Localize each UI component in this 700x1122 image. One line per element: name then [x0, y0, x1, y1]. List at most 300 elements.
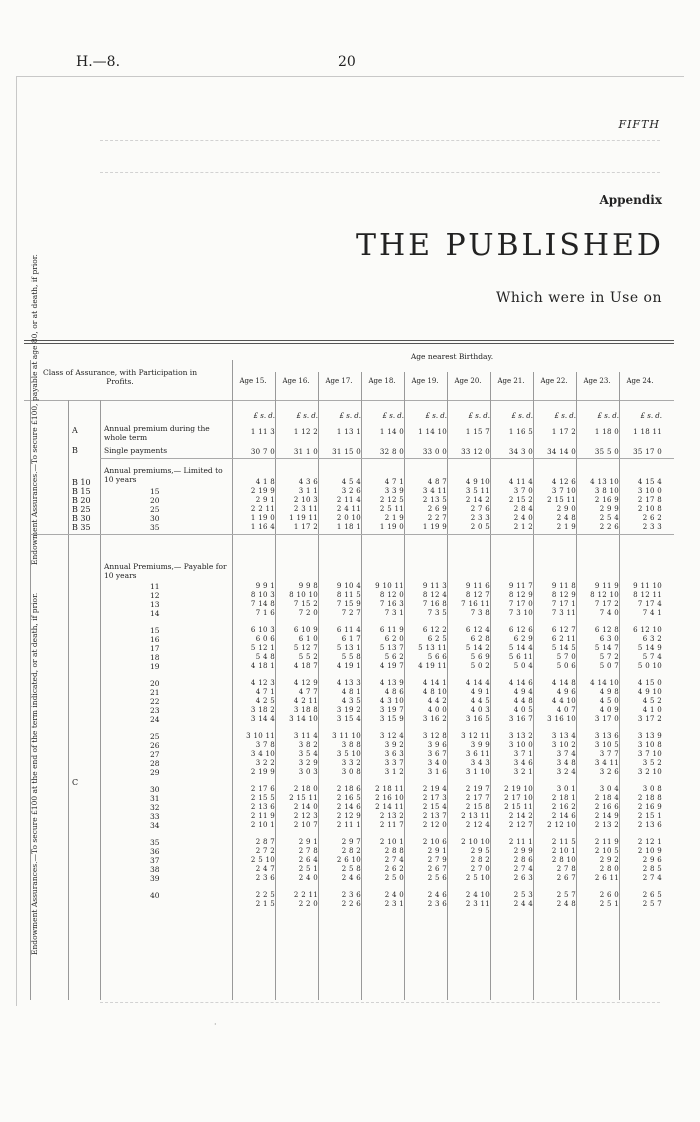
table-cell: 2 17 6 [250, 785, 275, 793]
table-cell: 3 7 4 [556, 750, 576, 758]
table-cell: 7 17 1 [551, 600, 576, 608]
age-column-header: Age 22. [540, 377, 568, 385]
table-cell: 2 4 8 [556, 514, 576, 522]
table-cell: 2 14 2 [465, 496, 490, 504]
row-term: 14 [150, 609, 160, 618]
table-cell: 2 18 8 [637, 794, 662, 802]
table-cell: 5 7 0 [556, 653, 576, 661]
table-cell: 2 4 7 [255, 865, 275, 873]
table-cell: 2 17 8 [637, 496, 662, 504]
table-cell: 3 17 0 [594, 715, 619, 723]
table-cell: 3 0 4 [599, 785, 619, 793]
table-cell: 2 18 4 [594, 794, 619, 802]
table-cell: 3 2 9 [298, 759, 318, 767]
table-cell: 5 0 4 [513, 662, 533, 670]
table-cell: 3 4 11 [422, 487, 447, 495]
table-cell: 2 4 4 [513, 900, 533, 908]
table-cell: 2 10 1 [379, 838, 404, 846]
table-cell: 2 14 2 [508, 812, 533, 820]
table-cell: 4 4 8 [513, 697, 533, 705]
table-cell: 3 16 2 [422, 715, 447, 723]
row-term: 17 [150, 644, 160, 653]
table-cell: 3 14 4 [250, 715, 275, 723]
row-term: 20 [150, 496, 160, 505]
table-cell: 2 5 4 [599, 514, 619, 522]
table-cell: 6 12 4 [465, 626, 490, 634]
table-cell: 4 8 10 [422, 688, 447, 696]
table-cell: 2 9 9 [599, 505, 619, 513]
table-cell: 6 12 2 [422, 626, 447, 634]
table-cell: 3 0 8 [642, 785, 662, 793]
table-cell: 4 18 7 [293, 662, 318, 670]
row-term: 22 [150, 697, 160, 706]
table-cell: 2 6 9 [427, 505, 447, 513]
age-column-header: Age 19. [411, 377, 439, 385]
table-cell: 2 8 8 [384, 847, 404, 855]
table-cell: 3 4 3 [470, 759, 490, 767]
table-cell: 4 3 5 [341, 697, 361, 705]
table-cell: 2 16 10 [375, 794, 404, 802]
table-cell: 6 11 4 [336, 626, 361, 634]
table-cell: 5 14 4 [508, 644, 533, 652]
table-cell: 2 12 9 [336, 812, 361, 820]
table-cell: 5 0 2 [470, 662, 490, 670]
table-cell: 3 12 8 [422, 732, 447, 740]
table-cell: 1 16 4 [250, 523, 275, 531]
table-cell: 2 5 1 [599, 900, 619, 908]
table-cell: 2 8 7 [255, 838, 275, 846]
lsd-label: £ s. d. [253, 412, 275, 420]
table-cell: 2 12 1 [637, 838, 662, 846]
table-cell: 4 12 9 [293, 679, 318, 687]
table-cell: 33 0 0 [422, 448, 447, 456]
table-cell: 3 11 4 [293, 732, 318, 740]
table-cell: 7 4 1 [642, 609, 662, 617]
table-cell: 2 13 6 [637, 821, 662, 829]
table-cell: 4 9 10 [465, 478, 490, 486]
table-cell: 2 3 1 [384, 900, 404, 908]
table-cell: 4 14 4 [465, 679, 490, 687]
table-cell: 4 11 4 [508, 478, 533, 486]
table-cell: 1 17 2 [293, 523, 318, 531]
table-cell: 2 17 7 [465, 794, 490, 802]
row-term: 28 [150, 759, 160, 768]
age-column-header: Age 18. [368, 377, 396, 385]
table-cell: 4 18 1 [250, 662, 275, 670]
table-cell: 6 10 9 [293, 626, 318, 634]
table-top-rule [24, 343, 674, 344]
table-cell: 2 9 7 [341, 838, 361, 846]
table-cell: 1 15 7 [465, 428, 490, 436]
table-cell: 2 7 0 [470, 865, 490, 873]
table-cell: 4 14 10 [590, 679, 619, 687]
table-cell: 8 12 0 [379, 591, 404, 599]
table-cell: 2 8 5 [642, 865, 662, 873]
table-cell: 2 15 1 [637, 812, 662, 820]
table-cell: 4 5 2 [642, 697, 662, 705]
table-cell: 4 9 10 [637, 688, 662, 696]
class-letter: B 30 [72, 514, 91, 523]
table-cell: 2 6 2 [642, 514, 662, 522]
table-cell: 7 1 6 [255, 609, 275, 617]
table-cell: 3 1 1 [298, 487, 318, 495]
table-cell: 3 4 6 [513, 759, 533, 767]
table-cell: 2 15 4 [422, 803, 447, 811]
table-cell: 7 16 11 [461, 600, 490, 608]
table-cell: 2 11 1 [508, 838, 533, 846]
class-letter: B 25 [72, 505, 91, 514]
table-cell: 2 12 4 [465, 821, 490, 829]
page-number: 20 [338, 54, 356, 70]
table-cell: 4 8 7 [427, 478, 447, 486]
table-cell: 2 7 9 [427, 856, 447, 864]
row-term: 35 [150, 523, 160, 532]
table-cell: 6 1 7 [341, 635, 361, 643]
table-cell: 2 11 7 [379, 821, 404, 829]
table-cell: 3 16 7 [508, 715, 533, 723]
table-cell: 2 16 2 [551, 803, 576, 811]
table-cell: 1 11 3 [250, 428, 275, 436]
table-cell: 8 12 4 [422, 591, 447, 599]
table-cell: 9 10 4 [336, 582, 361, 590]
table-cell: 3 0 8 [341, 768, 361, 776]
table-cell: 2 11 5 [551, 838, 576, 846]
section-rule [100, 458, 674, 459]
row-term: 30 [150, 514, 160, 523]
table-cell: 3 9 9 [470, 741, 490, 749]
table-cell: 2 3 6 [341, 891, 361, 899]
table-cell: 5 13 7 [379, 644, 404, 652]
table-cell: 7 3 11 [551, 609, 576, 617]
row-term: 39 [150, 874, 160, 883]
table-cell: 3 4 10 [250, 750, 275, 758]
table-cell: 2 1 9 [384, 514, 404, 522]
row-term: 30 [150, 785, 160, 794]
table-cell: 4 13 9 [379, 679, 404, 687]
table-cell: 3 13 4 [551, 732, 576, 740]
appendix-label: Appendix [599, 193, 662, 207]
table-cell: 5 12 7 [293, 644, 318, 652]
table-cell: 3 13 6 [594, 732, 619, 740]
table-cell: 3 16 10 [547, 715, 576, 723]
section-side-label: Endowment Assurances.—To secure £100 at the end of the term indicated, or at death, if prior. [30, 592, 39, 955]
table-cell: 2 5 7 [642, 900, 662, 908]
table-cell: 4 5 0 [599, 697, 619, 705]
row-term: 12 [150, 591, 160, 600]
table-cell: 2 8 10 [551, 856, 576, 864]
table-cell: 35 17 0 [633, 448, 662, 456]
row-term: 21 [150, 688, 160, 697]
table-cell: 2 18 11 [375, 785, 404, 793]
table-cell: 2 9 6 [642, 856, 662, 864]
row-term: 35 [150, 838, 160, 847]
table-cell: 4 0 0 [427, 706, 447, 714]
table-cell: 2 12 3 [293, 812, 318, 820]
lsd-label: £ s. d. [296, 412, 318, 420]
table-cell: 4 2 5 [255, 697, 275, 705]
table-cell: 8 12 7 [465, 591, 490, 599]
table-cell: 2 3 6 [255, 874, 275, 882]
table-cell: 2 14 6 [551, 812, 576, 820]
table-cell: 1 19 0 [250, 514, 275, 522]
table-cell: 2 14 11 [375, 803, 404, 811]
column-rule [100, 400, 101, 1000]
table-cell: 9 11 9 [594, 582, 619, 590]
row-term: 38 [150, 865, 160, 874]
table-cell: 3 2 4 [556, 768, 576, 776]
table-cell: 3 10 8 [637, 741, 662, 749]
table-cell: 2 16 5 [336, 794, 361, 802]
table-cell: 2 15 5 [250, 794, 275, 802]
table-cell: 2 6 2 [384, 865, 404, 873]
row-term: 20 [150, 679, 160, 688]
row-description: Annual Premiums,— Payable for 10 years [104, 562, 227, 580]
table-cell: 5 5 2 [298, 653, 318, 661]
table-cell: 4 0 7 [556, 706, 576, 714]
row-term: 18 [150, 653, 160, 662]
table-cell: 7 15 2 [293, 600, 318, 608]
row-term: 37 [150, 856, 160, 865]
table-cell: 6 12 6 [508, 626, 533, 634]
table-cell: 4 9 8 [599, 688, 619, 696]
table-cell: 7 4 0 [599, 609, 619, 617]
table-cell: 3 10 5 [594, 741, 619, 749]
table-cell: 2 4 0 [384, 891, 404, 899]
table-cell: 2 6 7 [427, 865, 447, 873]
table-cell: 2 15 2 [508, 496, 533, 504]
table-cell: 1 18 11 [633, 428, 662, 436]
table-cell: 9 11 7 [508, 582, 533, 590]
table-cell: 2 10 9 [637, 847, 662, 855]
table-cell: 2 3 11 [465, 900, 490, 908]
table-cell: 5 5 8 [341, 653, 361, 661]
table-cell: 4 9 6 [556, 688, 576, 696]
table-cell: 8 11 5 [336, 591, 361, 599]
table-cell: 6 11 9 [379, 626, 404, 634]
table-cell: 3 9 6 [427, 741, 447, 749]
table-cell: 1 18 1 [336, 523, 361, 531]
class-letter: B 15 [72, 487, 91, 496]
table-cell: 3 1 2 [384, 768, 404, 776]
table-cell: 2 2 6 [341, 900, 361, 908]
table-cell: 1 18 0 [594, 428, 619, 436]
table-cell: 2 5 10 [465, 874, 490, 882]
table-cell: 2 5 6 [427, 874, 447, 882]
table-cell: 2 9 9 [513, 847, 533, 855]
table-cell: 9 11 10 [633, 582, 662, 590]
table-cell: 3 11 10 [332, 732, 361, 740]
table-cell: 6 2 5 [427, 635, 447, 643]
table-cell: 3 10 0 [508, 741, 533, 749]
table-cell: 2 14 0 [293, 803, 318, 811]
table-cell: 9 11 3 [422, 582, 447, 590]
table-cell: 1 16 5 [508, 428, 533, 436]
table-cell: 5 13 1 [336, 644, 361, 652]
table-cell: 2 14 9 [594, 812, 619, 820]
table-cell: 2 10 5 [594, 847, 619, 855]
table-cell: 8 12 10 [590, 591, 619, 599]
table-cell: 8 12 9 [551, 591, 576, 599]
table-cell: 32 8 0 [379, 448, 404, 456]
table-cell: 4 4 2 [427, 697, 447, 705]
table-cell: 3 7 10 [551, 487, 576, 495]
table-cell: 4 14 8 [551, 679, 576, 687]
table-cell: 6 12 10 [633, 626, 662, 634]
table-cell: 2 8 2 [470, 856, 490, 864]
table-cell: 2 9 5 [470, 847, 490, 855]
table-cell: 2 11 9 [250, 812, 275, 820]
table-cell: 4 14 1 [422, 679, 447, 687]
table-cell: 7 17 4 [637, 600, 662, 608]
table-cell: 2 18 6 [336, 785, 361, 793]
table-cell: 3 4 11 [594, 759, 619, 767]
table-cell: 8 12 9 [508, 591, 533, 599]
table-cell: 2 10 7 [293, 821, 318, 829]
table-cell: 9 10 11 [375, 582, 404, 590]
table-cell: 3 4 0 [427, 759, 447, 767]
table-cell: 5 14 2 [465, 644, 490, 652]
table-cell: 4 2 11 [293, 697, 318, 705]
table-cell: 2 13 5 [422, 496, 447, 504]
row-term: 27 [150, 750, 160, 759]
age-column-header: Age 15. [239, 377, 267, 385]
age-column-header: Age 17. [325, 377, 353, 385]
age-group-header: Age nearest Birthday. [410, 352, 494, 361]
table-cell: 2 6 11 [594, 874, 619, 882]
table-cell: 7 16 8 [422, 600, 447, 608]
table-cell: 5 14 7 [594, 644, 619, 652]
table-cell: 2 7 4 [384, 856, 404, 864]
table-cell: 6 10 3 [250, 626, 275, 634]
section-rule [30, 534, 674, 535]
table-cell: 3 10 11 [246, 732, 275, 740]
table-cell: 2 13 2 [379, 812, 404, 820]
table-cell: 3 16 5 [465, 715, 490, 723]
table-cell: 4 12 6 [551, 478, 576, 486]
table-cell: 2 13 2 [594, 821, 619, 829]
table-cell: 6 2 0 [384, 635, 404, 643]
lsd-label: £ s. d. [511, 412, 533, 420]
row-term: 40 [150, 891, 160, 900]
table-cell: 3 8 10 [594, 487, 619, 495]
table-cell: 2 4 8 [556, 900, 576, 908]
class-column-header: Class of Assurance, with Participation in Profits. [42, 368, 198, 386]
table-cell: 2 19 10 [504, 785, 533, 793]
table-cell: 7 14 8 [250, 600, 275, 608]
table-cell: 2 17 10 [504, 794, 533, 802]
table-cell: 3 6 11 [465, 750, 490, 758]
table-cell: 2 3 11 [293, 505, 318, 513]
table-cell: 3 12 11 [461, 732, 490, 740]
table-cell: 7 15 9 [336, 600, 361, 608]
table-cell: 4 13 10 [590, 478, 619, 486]
table-cell: 3 3 9 [384, 487, 404, 495]
age-column-header: Age 16. [282, 377, 310, 385]
table-cell: 5 6 2 [384, 653, 404, 661]
table-cell: 3 5 11 [465, 487, 490, 495]
table-cell: 2 7 4 [513, 865, 533, 873]
table-cell: 2 5 10 [250, 856, 275, 864]
age-column-header: Age 23. [583, 377, 611, 385]
table-cell: 3 19 2 [336, 706, 361, 714]
table-cell: 3 7 7 [599, 750, 619, 758]
page-subtitle: Which were in Use on [496, 290, 662, 306]
table-cell: 2 2 7 [427, 514, 447, 522]
table-cell: 2 11 1 [336, 821, 361, 829]
table-cell: 9 9 1 [255, 582, 275, 590]
table-cell: 4 9 4 [513, 688, 533, 696]
table-cell: 3 2 2 [255, 759, 275, 767]
table-cell: 6 3 2 [642, 635, 662, 643]
row-description: Annual premiums,— Limited to 10 years [104, 466, 223, 484]
table-cell: 7 3 1 [384, 609, 404, 617]
table-cell: 5 7 4 [642, 653, 662, 661]
table-cell: 6 2 9 [513, 635, 533, 643]
page-frame-left [16, 76, 17, 1006]
table-cell: 5 13 11 [418, 644, 447, 652]
table-cell: 7 3 5 [427, 609, 447, 617]
table-cell: 2 3 3 [642, 523, 662, 531]
table-cell: 4 7 1 [255, 688, 275, 696]
table-cell: 6 12 8 [594, 626, 619, 634]
table-cell: 4 7 1 [384, 478, 404, 486]
table-cell: 8 10 3 [250, 591, 275, 599]
table-cell: 2 15 11 [547, 496, 576, 504]
row-term: 13 [150, 600, 160, 609]
table-cell: 1 19 0 [379, 523, 404, 531]
faint-rule [100, 140, 660, 141]
table-cell: 34 14 0 [547, 448, 576, 456]
table-cell: 4 3 6 [298, 478, 318, 486]
table-cell: 6 2 11 [551, 635, 576, 643]
table-cell: 2 6 3 [513, 874, 533, 882]
row-term: 31 [150, 794, 160, 803]
table-cell: 2 8 6 [513, 856, 533, 864]
table-cell: 2 4 6 [427, 891, 447, 899]
section-side-label: Endowment Assurances.—To secure £100, payable at age 80, or at death, if prior. [30, 254, 39, 565]
row-term: 25 [150, 505, 160, 514]
class-letter: A [72, 426, 78, 435]
table-cell: 2 9 2 [599, 856, 619, 864]
table-cell: 3 0 3 [298, 768, 318, 776]
table-cell: 3 2 10 [637, 768, 662, 776]
table-cell: 3 5 4 [298, 750, 318, 758]
table-cell: 2 9 1 [255, 496, 275, 504]
table-cell: 4 15 0 [637, 679, 662, 687]
row-term: 32 [150, 803, 160, 812]
row-term: 33 [150, 812, 160, 821]
table-cell: 33 12 0 [461, 448, 490, 456]
table-cell: 2 1 5 [255, 900, 275, 908]
table-cell: 3 15 4 [336, 715, 361, 723]
table-cell: 4 0 9 [599, 706, 619, 714]
table-cell: 3 10 2 [551, 741, 576, 749]
table-cell: 2 16 9 [637, 803, 662, 811]
table-cell: 7 16 3 [379, 600, 404, 608]
table-cell: 2 12 7 [508, 821, 533, 829]
table-cell: 2 12 5 [379, 496, 404, 504]
table-cell: 2 3 6 [427, 900, 447, 908]
lsd-label: £ s. d. [554, 412, 576, 420]
table-cell: 2 5 8 [341, 865, 361, 873]
table-cell: 2 16 9 [594, 496, 619, 504]
table-cell: 2 13 7 [422, 812, 447, 820]
table-cell: 5 6 9 [470, 653, 490, 661]
table-cell: 3 2 1 [513, 768, 533, 776]
table-cell: 2 8 4 [513, 505, 533, 513]
row-term: 15 [150, 626, 160, 635]
table-cell: 4 19 11 [418, 662, 447, 670]
